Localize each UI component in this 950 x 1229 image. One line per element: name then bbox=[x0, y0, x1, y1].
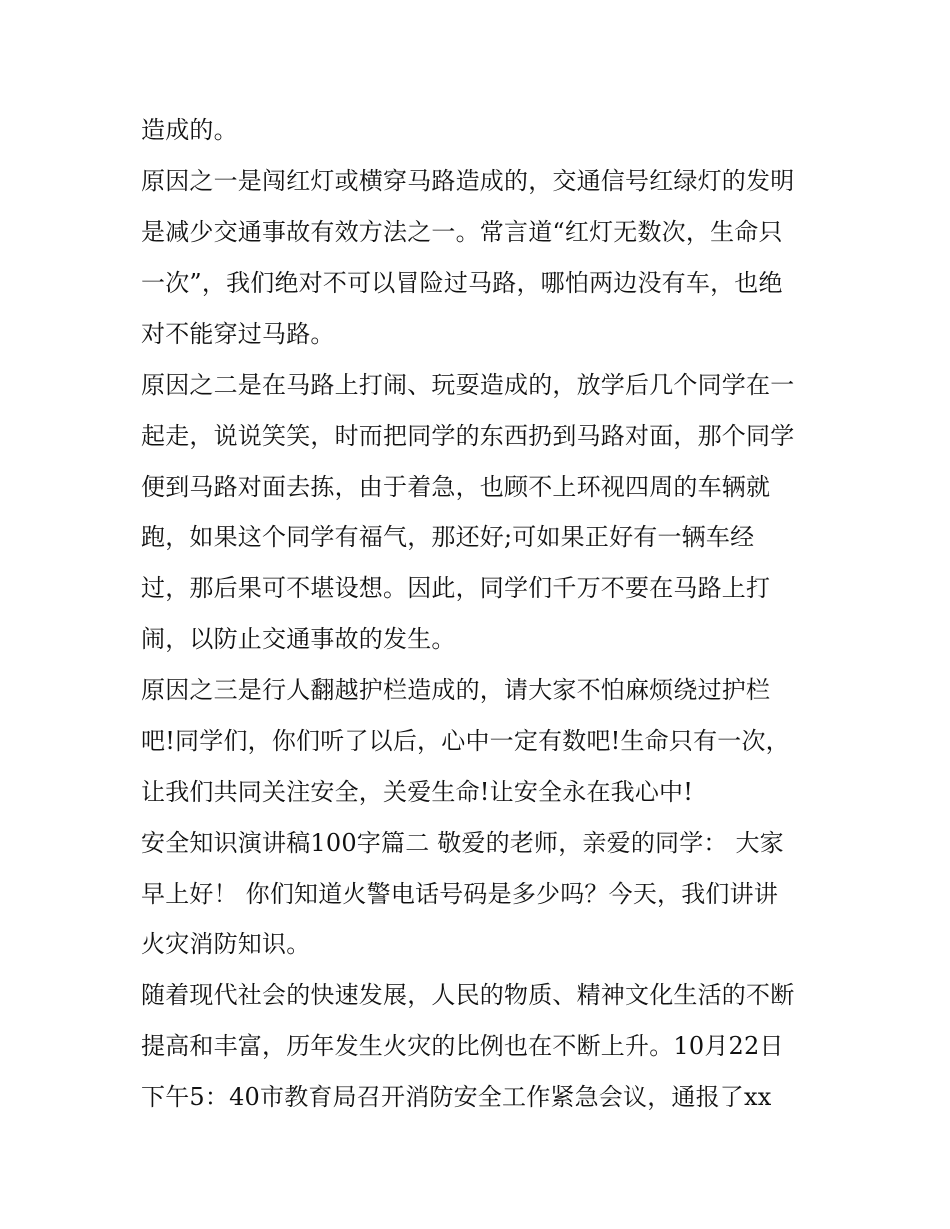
text-line: 过，那后果可不堪设想。因此，同学们千万不要在马路上打 bbox=[141, 574, 771, 602]
text-line: 下午5：40市教育局召开消防安全工作紧急会议，通报了xx bbox=[141, 1083, 772, 1111]
text-line: 原因之二是在马路上打闹、玩耍造成的，放学后几个同学在一 bbox=[141, 371, 795, 399]
text-line: 一次”，我们绝对不可以冒险过马路，哪怕两边没有车，也绝 bbox=[141, 269, 783, 297]
text-line: 随着现代社会的快速发展，人民的物质、精神文化生活的不断 bbox=[141, 981, 795, 1009]
text-line: 造成的。 bbox=[141, 116, 238, 144]
text-line: 原因之三是行人翻越护栏造成的，请大家不怕麻烦绕过护栏 bbox=[141, 676, 771, 704]
text-line: 便到马路对面去拣，由于着急，也顾不上环视四周的车辆就 bbox=[141, 473, 771, 501]
text-line: 原因之一是闯红灯或横穿马路造成的，交通信号红绿灯的发明 bbox=[141, 167, 795, 195]
text-line: 对不能穿过马路。 bbox=[141, 320, 335, 348]
text-line: 闹，以防止交通事故的发生。 bbox=[141, 625, 456, 653]
text-line: 让我们共同关注安全，关爱生命!让安全永在我心中! bbox=[141, 778, 694, 806]
text-line: 吧!同学们，你们听了以后，心中一定有数吧!生命只有一次， bbox=[141, 727, 790, 755]
text-line: 早上好！ 你们知道火警电话号码是多少吗？今天，我们讲讲 bbox=[141, 880, 779, 908]
text-line: 提高和丰富，历年发生火灾的比例也在不断上升。10月22日 bbox=[141, 1032, 784, 1060]
text-line: 安全知识演讲稿100字篇二 敬爱的老师，亲爱的同学： 大家 bbox=[141, 829, 784, 857]
text-line: 火灾消防知识。 bbox=[141, 930, 311, 958]
text-line: 跑，如果这个同学有福气，那还好;可如果正好有一辆车经 bbox=[141, 523, 755, 551]
text-line: 起走，说说笑笑，时而把同学的东西扔到马路对面，那个同学 bbox=[141, 422, 795, 450]
text-line: 是减少交通事故有效方法之一。常言道“红灯无数次，生命只 bbox=[141, 218, 783, 246]
